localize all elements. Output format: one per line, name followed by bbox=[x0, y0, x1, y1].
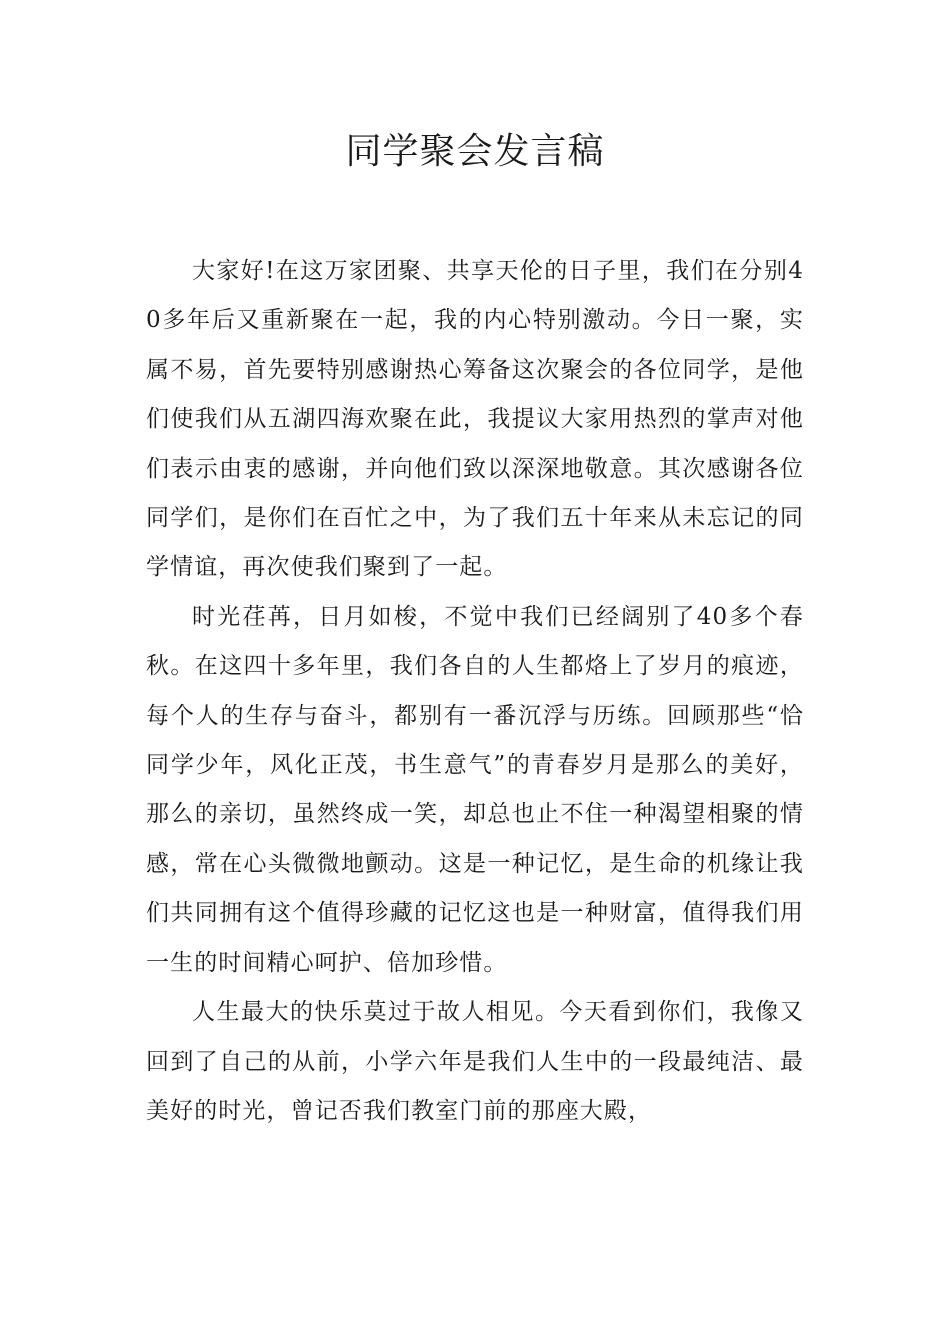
document-body bbox=[146, 247, 804, 1136]
paragraph-greeting: 大家好!在这万家团聚、共享天伦的日子里，我们在分别40多年后又重新聚在一起，我的内心特别激动。今日一聚，实属不易，首先要特别感谢热心筹备这次聚会的各位同学，是他们使我们从五湖四海欢聚在此，我提议大家用热烈的掌声对他们表示由衷的感谢，并向他们致以深深地敬意。其次感谢各位同学们，是你们在百忙之中，为了我们五十年来从未忘记的同学情谊，再次使我们聚到了一起。 bbox=[146, 258, 804, 581]
paragraph-memories: 时光荏苒，日月如梭，不觉中我们已经阔别了40多个春秋。在这四十多年里，我们各自的人生都烙上了岁月的痕迹，每个人的生存与奋斗，都别有一番沉浮与历练。回顾那些“恰同学少年，风化正茂，书生意气”的青春岁月是那么的美好，那么的亲切，虽然终成一笑，却总也止不住一种渴望相聚的情感，常在心头微微地颤动。这是一种记忆，是生命的机缘让我们共同拥有这个值得珍藏的记忆这也是一种财富，值得我们用一生的时间精心呵护、倍加珍惜。 bbox=[146, 603, 804, 976]
paragraph-reunion-joy: 人生最大的快乐莫过于故人相见。今天看到你们，我像又回到了自己的从前，小学六年是我们人生中的一段最纯洁、最美好的时光，曾记否我们教室门前的那座大殿， bbox=[146, 999, 804, 1124]
document-title: 同学聚会发言稿 bbox=[345, 131, 605, 172]
